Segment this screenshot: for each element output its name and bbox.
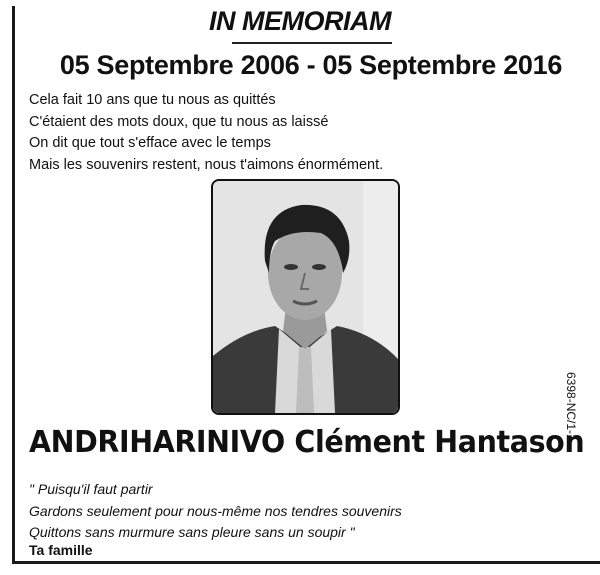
reference-code: 6398-NC/1-1 — [564, 372, 578, 441]
memorial-poem — [29, 90, 383, 176]
poem-line: Cela fait 10 ans que tu nous as quittés — [29, 92, 276, 108]
quote-line: Gardons seulement pour nous-même nos tendres souvenirs — [29, 502, 402, 519]
family-signature: Ta famille — [29, 542, 93, 558]
poem-line: Mais les souvenirs restent, nous t'aimons énormément. — [29, 156, 384, 173]
farewell-quote — [29, 479, 402, 544]
quote-line: Quittons sans murmure sans pleure sans un soupir " — [29, 524, 355, 540]
notice-heading: IN MEMORIAM — [209, 6, 391, 36]
deceased-name: ANDRIHARINIVO Clément Hantason — [29, 425, 585, 460]
poem-line: C'étaient des mots doux, que tu nous as laissé — [29, 113, 329, 130]
heading-underline — [232, 42, 392, 44]
portrait-illustration — [213, 181, 398, 413]
memorial-dates: 05 Septembre 2006 - 05 Septembre 2016 — [59, 50, 563, 80]
quote-line: " Puisqu'il faut partir — [29, 481, 153, 497]
poem-line: On dit que tout s'efface avec le temps — [29, 135, 271, 151]
portrait-photo — [211, 179, 400, 415]
